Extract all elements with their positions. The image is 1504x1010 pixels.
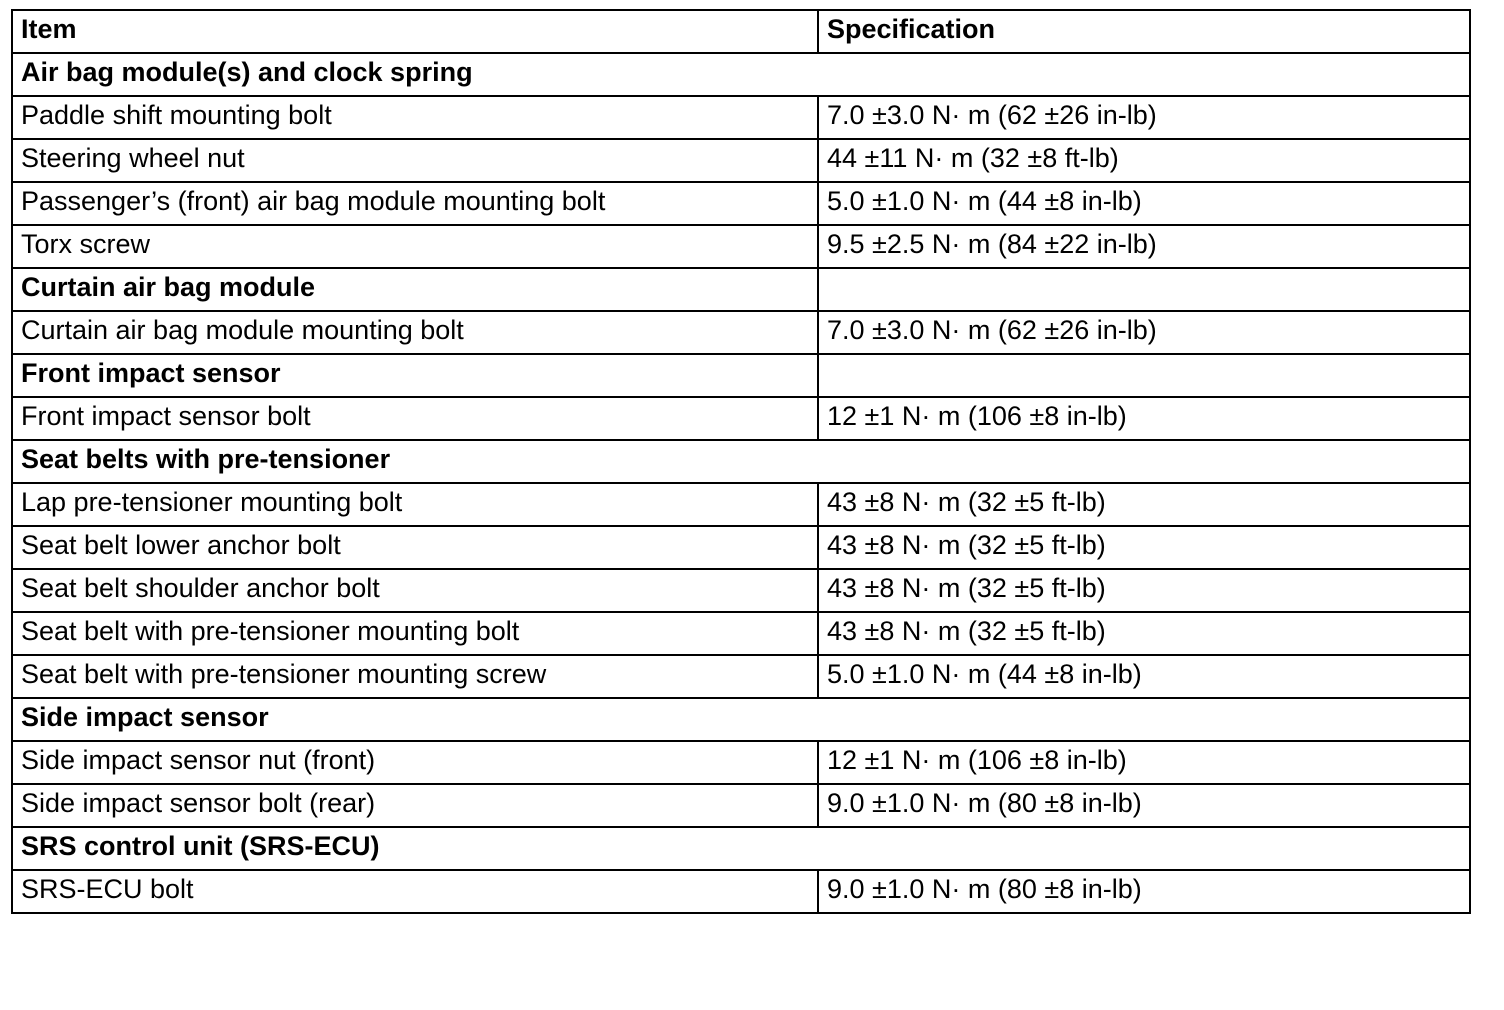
specification-cell: 7.0 ±3.0 N· m (62 ±26 in-lb) <box>818 96 1470 139</box>
section-row <box>12 440 1470 483</box>
table-header-row <box>12 10 1470 53</box>
item-cell: Side impact sensor bolt (rear) <box>12 784 818 827</box>
table-row <box>12 526 1470 569</box>
table-row <box>12 612 1470 655</box>
item-cell: Passenger’s (front) air bag module mounting bolt <box>12 182 818 225</box>
specification-cell: 9.5 ±2.5 N· m (84 ±22 in-lb) <box>818 225 1470 268</box>
table-row <box>12 397 1470 440</box>
torque-spec-table <box>11 9 1471 914</box>
item-cell: Lap pre-tensioner mounting bolt <box>12 483 818 526</box>
table-row <box>12 741 1470 784</box>
section-row <box>12 354 1470 397</box>
section-row <box>12 698 1470 741</box>
section-title: SRS control unit (SRS-ECU) <box>12 827 1470 870</box>
item-cell: Front impact sensor bolt <box>12 397 818 440</box>
section-title: Seat belts with pre-tensioner <box>12 440 1470 483</box>
specification-cell: 7.0 ±3.0 N· m (62 ±26 in-lb) <box>818 311 1470 354</box>
table-row <box>12 784 1470 827</box>
item-cell: Seat belt shoulder anchor bolt <box>12 569 818 612</box>
specification-cell: 5.0 ±1.0 N· m (44 ±8 in-lb) <box>818 182 1470 225</box>
section-row <box>12 268 1470 311</box>
table-row <box>12 96 1470 139</box>
specification-cell: 43 ±8 N· m (32 ±5 ft-lb) <box>818 612 1470 655</box>
section-title: Side impact sensor <box>12 698 1470 741</box>
item-cell: Torx screw <box>12 225 818 268</box>
table-body <box>12 53 1470 913</box>
item-cell: Seat belt with pre-tensioner mounting screw <box>12 655 818 698</box>
specification-cell: 43 ±8 N· m (32 ±5 ft-lb) <box>818 526 1470 569</box>
specification-cell: 5.0 ±1.0 N· m (44 ±8 in-lb) <box>818 655 1470 698</box>
specification-cell: 43 ±8 N· m (32 ±5 ft-lb) <box>818 483 1470 526</box>
specification-cell: 9.0 ±1.0 N· m (80 ±8 in-lb) <box>818 784 1470 827</box>
item-cell: Paddle shift mounting bolt <box>12 96 818 139</box>
section-title: Curtain air bag module <box>12 268 818 311</box>
specification-cell: 12 ±1 N· m (106 ±8 in-lb) <box>818 741 1470 784</box>
table-row <box>12 311 1470 354</box>
item-cell: Steering wheel nut <box>12 139 818 182</box>
table-row <box>12 483 1470 526</box>
table-row <box>12 655 1470 698</box>
specification-cell <box>818 354 1470 397</box>
specification-cell: 43 ±8 N· m (32 ±5 ft-lb) <box>818 569 1470 612</box>
item-cell: Curtain air bag module mounting bolt <box>12 311 818 354</box>
item-cell: SRS-ECU bolt <box>12 870 818 913</box>
table-row <box>12 139 1470 182</box>
item-cell: Side impact sensor nut (front) <box>12 741 818 784</box>
specification-cell: 44 ±11 N· m (32 ±8 ft-lb) <box>818 139 1470 182</box>
table-row <box>12 225 1470 268</box>
item-cell: Seat belt with pre-tensioner mounting bolt <box>12 612 818 655</box>
section-row <box>12 53 1470 96</box>
section-title: Front impact sensor <box>12 354 818 397</box>
specification-cell <box>818 268 1470 311</box>
section-row <box>12 827 1470 870</box>
specification-cell: 9.0 ±1.0 N· m (80 ±8 in-lb) <box>818 870 1470 913</box>
header-item: Item <box>12 10 818 53</box>
item-cell: Seat belt lower anchor bolt <box>12 526 818 569</box>
table-row <box>12 569 1470 612</box>
header-specification: Specification <box>818 10 1470 53</box>
table-row <box>12 182 1470 225</box>
specification-cell: 12 ±1 N· m (106 ±8 in-lb) <box>818 397 1470 440</box>
table-row <box>12 870 1470 913</box>
section-title: Air bag module(s) and clock spring <box>12 53 1470 96</box>
